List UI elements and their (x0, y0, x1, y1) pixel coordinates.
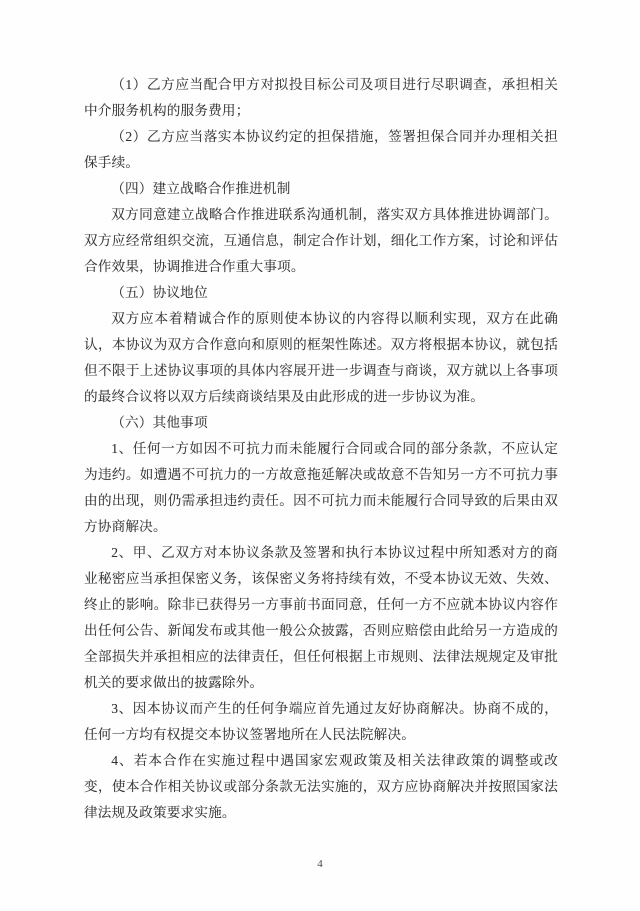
paragraph: 2、甲、乙双方对本协议条款及签署和执行本协议过程中所知悉对方的商业秘密应当承担保密义务，该保密义务将持续有效，不受本协议无效、失效、终止的影响。除非已获得另一方事前书面同意，任何一方不应就本协议内容作出任何公告、新闻发布或其他一般公众披露，否则应赔偿由此给另一方造成的全部损失并承担相应的法律责任，但任何根据上市规则、法律法规规定及审批机关的要求做出的披露除外。 (84, 545, 558, 690)
paragraph: （2）乙方应当落实本协议约定的担保措施，签署担保合同并办理相关担保手续。 (84, 129, 558, 170)
paragraph: 双方应本着精诚合作的原则使本协议的内容得以顺利实现，双方在此确认，本协议为双方合作意向和原则的框架性陈述。双方将根据本协议，就包括但不限于上述协议事项的具体内容展开进一步调查与商谈，双方就以上各事项的最终合议将以双方后续商谈结果及由此形成的进一步协议为准。 (84, 311, 558, 404)
paragraph: （六）其他事项 (111, 415, 208, 430)
paragraph: （五）协议地位 (111, 285, 208, 300)
paragraph: （1）乙方应当配合甲方对拟投目标公司及项目进行尽职调查，承担相关中介服务机构的服务费用； (84, 77, 558, 118)
paragraph: 4、若本合作在实施过程中遇国家宏观政策及相关法律政策的调整或改变，使本合作相关协议或部分条款无法实施的，双方应协商解决并按照国家法律法规及政策要求实施。 (84, 753, 558, 820)
page-number: 4 (317, 858, 323, 870)
paragraph: 1、任何一方如因不可抗力而未能履行合同或合同的部分条款，不应认定为违约。如遭遇不可抗力的一方故意拖延解决或故意不告知另一方不可抗力事由的出现，则仍需承担违约责任。因不可抗力而未能履行合同导致的后果由双方协商解决。 (84, 441, 558, 534)
paragraph: （四）建立战略合作推进机制 (111, 181, 291, 196)
paragraph: 3、因本协议而产生的任何争端应首先通过友好协商解决。协商不成的，任何一方均有权提交本协议签署地所在人民法院解决。 (84, 701, 558, 742)
paragraph: 双方同意建立战略合作推进联系沟通机制，落实双方具体推进协调部门。双方应经常组织交流，互通信息，制定合作计划，细化工作方案，讨论和评估合作效果，协调推进合作重大事项。 (84, 207, 558, 274)
document-body (84, 72, 558, 826)
